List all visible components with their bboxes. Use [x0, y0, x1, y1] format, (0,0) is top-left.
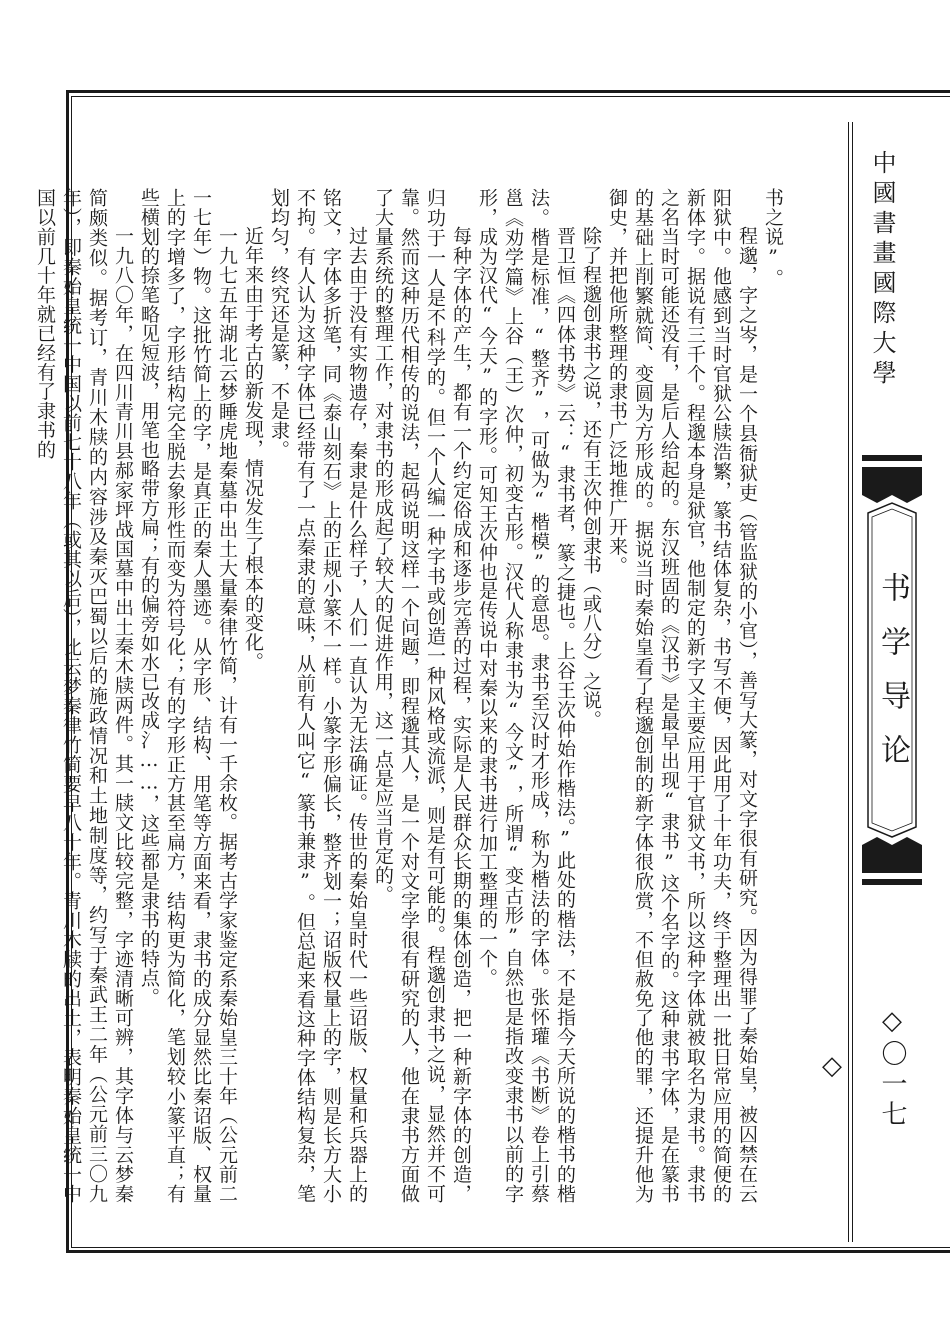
- paragraph-8: 一九七五年湖北云梦睡虎地秦墓中出土大量秦律竹简，计有一千余枚。据考古学家鉴定系秦始皇三十年（公元前二一七年）物。这批竹简上的字，是真正的秦人墨迹。从字形、结构、用笔等方面来看，隶书的成分显然比秦诏版、权量上的字增多了，字形结构完全脱去象形性而变为符号化；有的字形正方甚至扁方，结构更为简化，笔划较小篆平直；有些横划的捺笔略见短波，用笔也略带方扁；有的偏旁如水已改成氵……，这些都是隶书的特点。: [138, 188, 238, 1203]
- paragraph-4: 晋卫恒《四体书势》云：“隶书者，篆之捷也。上谷王次仲始作楷法。”此处的楷法，不是指今天所说的楷书的楷法。楷是标准，“整齐”，可做为“楷模”的意思。隶书至汉时才形成，称为楷法的字体。张怀瓘《书断》卷上引蔡邕《劝学篇》上谷（王）次仲，初变古形。汉代人称隶书为“今文”，所谓“变古形”自然也是指改变隶书以前的字形，成为汉代“今天”的字形。可知王次仲也是传说中对秦以来的隶书进行加工整理的一个。: [476, 188, 576, 1203]
- paragraph-7: 近年来由于考古的新发现，情况发生了根本的变化。: [242, 226, 264, 672]
- paragraph-2: 程邈，字之岑，是一个县衙狱吏（管监狱的小官），善写大篆，对文字很有研究。因为得罪了秦始皇，被囚禁在云阳狱中。他感到当时官狱公牍浩繁，篆书结体复杂，书写不便，因此用了十年功夫，终于整理出一批日常应用的简便的新体字。据说有三千个。程邈本身是狱官，他制定的新字又主要应用于官狱文书，所以这种字体就被取名为隶书。隶书之名当时可能还没有，是后人给起的。东汉班固的《汉书》是最早出现“隶书”这个名字的。这种隶书字体，是在篆书的基础上削繁就简、变圆为方形成的。据说当时秦始皇看了程邈创制的新字体很欣赏，不但赦免了他的罪，还提升他为御史，并把他所整理的隶书广泛地推广开来。: [606, 188, 758, 1203]
- paragraph-1: 书之说”。: [762, 188, 784, 288]
- paragraph-9: 一九八〇年，在四川青川县郝家坪战国墓中出土秦木牍两件。其一牍文比较完整，字迹清晰可辨，其字体与云梦秦简颇类似。据考订，青川木牍的内容涉及秦灭巴蜀以后的施政情况和土地制度等，约写于秦武王二年（公元前三〇九年），即秦始皇统一中国以前七十八年（或其以后），比云梦秦律竹简要早八十年。青川木牍的出土，表明秦始皇统一中国以前几十年就已经有了隶书的: [34, 188, 134, 1203]
- paragraph-6: 过去由于没有实物遗存，秦隶是什么样子，人们一直认为无法确证。传世的秦始皇时代一些诏版、权量和兵器上的铭文，字体多折笔，同《泰山刻石》上的正规小篆不一样。小篆字形偏长，整齐划一；诏版权量上的字，则是长方大小不拘。有人认为这种字体已经带有了一点秦隶的意味，从前有人叫它“篆书兼隶”。但总起来看这种字体结构复杂，笔划均匀，终究还是篆，不是隶。: [268, 188, 368, 1203]
- paragraph-5: 每种字体的产生，都有一个约定俗成和逐步完善的过程，实际是人民群众长期的集体创造，把一种新字体的创造，归功于一人是不科学的。但一个人编一种字书或创造一种风格或流派，则是有可能的。程邈创隶书之说，显然并不可靠。然而这种历代相传的说法，起码说明这样一个问题，即程邈其人，是一个对文字学很有研究的人，他在隶书方面做了大量系统的整理工作，对隶书的形成起了较大的促进作用，这一点是应当肯定的。: [372, 188, 472, 1203]
- paragraph-3: 除了程邈创隶书之说，还有王次仲创隶书（或八分）之说。: [580, 226, 602, 730]
- section-title: 书学导论: [875, 572, 910, 788]
- body-text-column: [34, 188, 786, 1203]
- page-number: ◇〇一七◇: [817, 1006, 907, 1130]
- running-header-title: 中國書畫國際大學: [868, 150, 896, 390]
